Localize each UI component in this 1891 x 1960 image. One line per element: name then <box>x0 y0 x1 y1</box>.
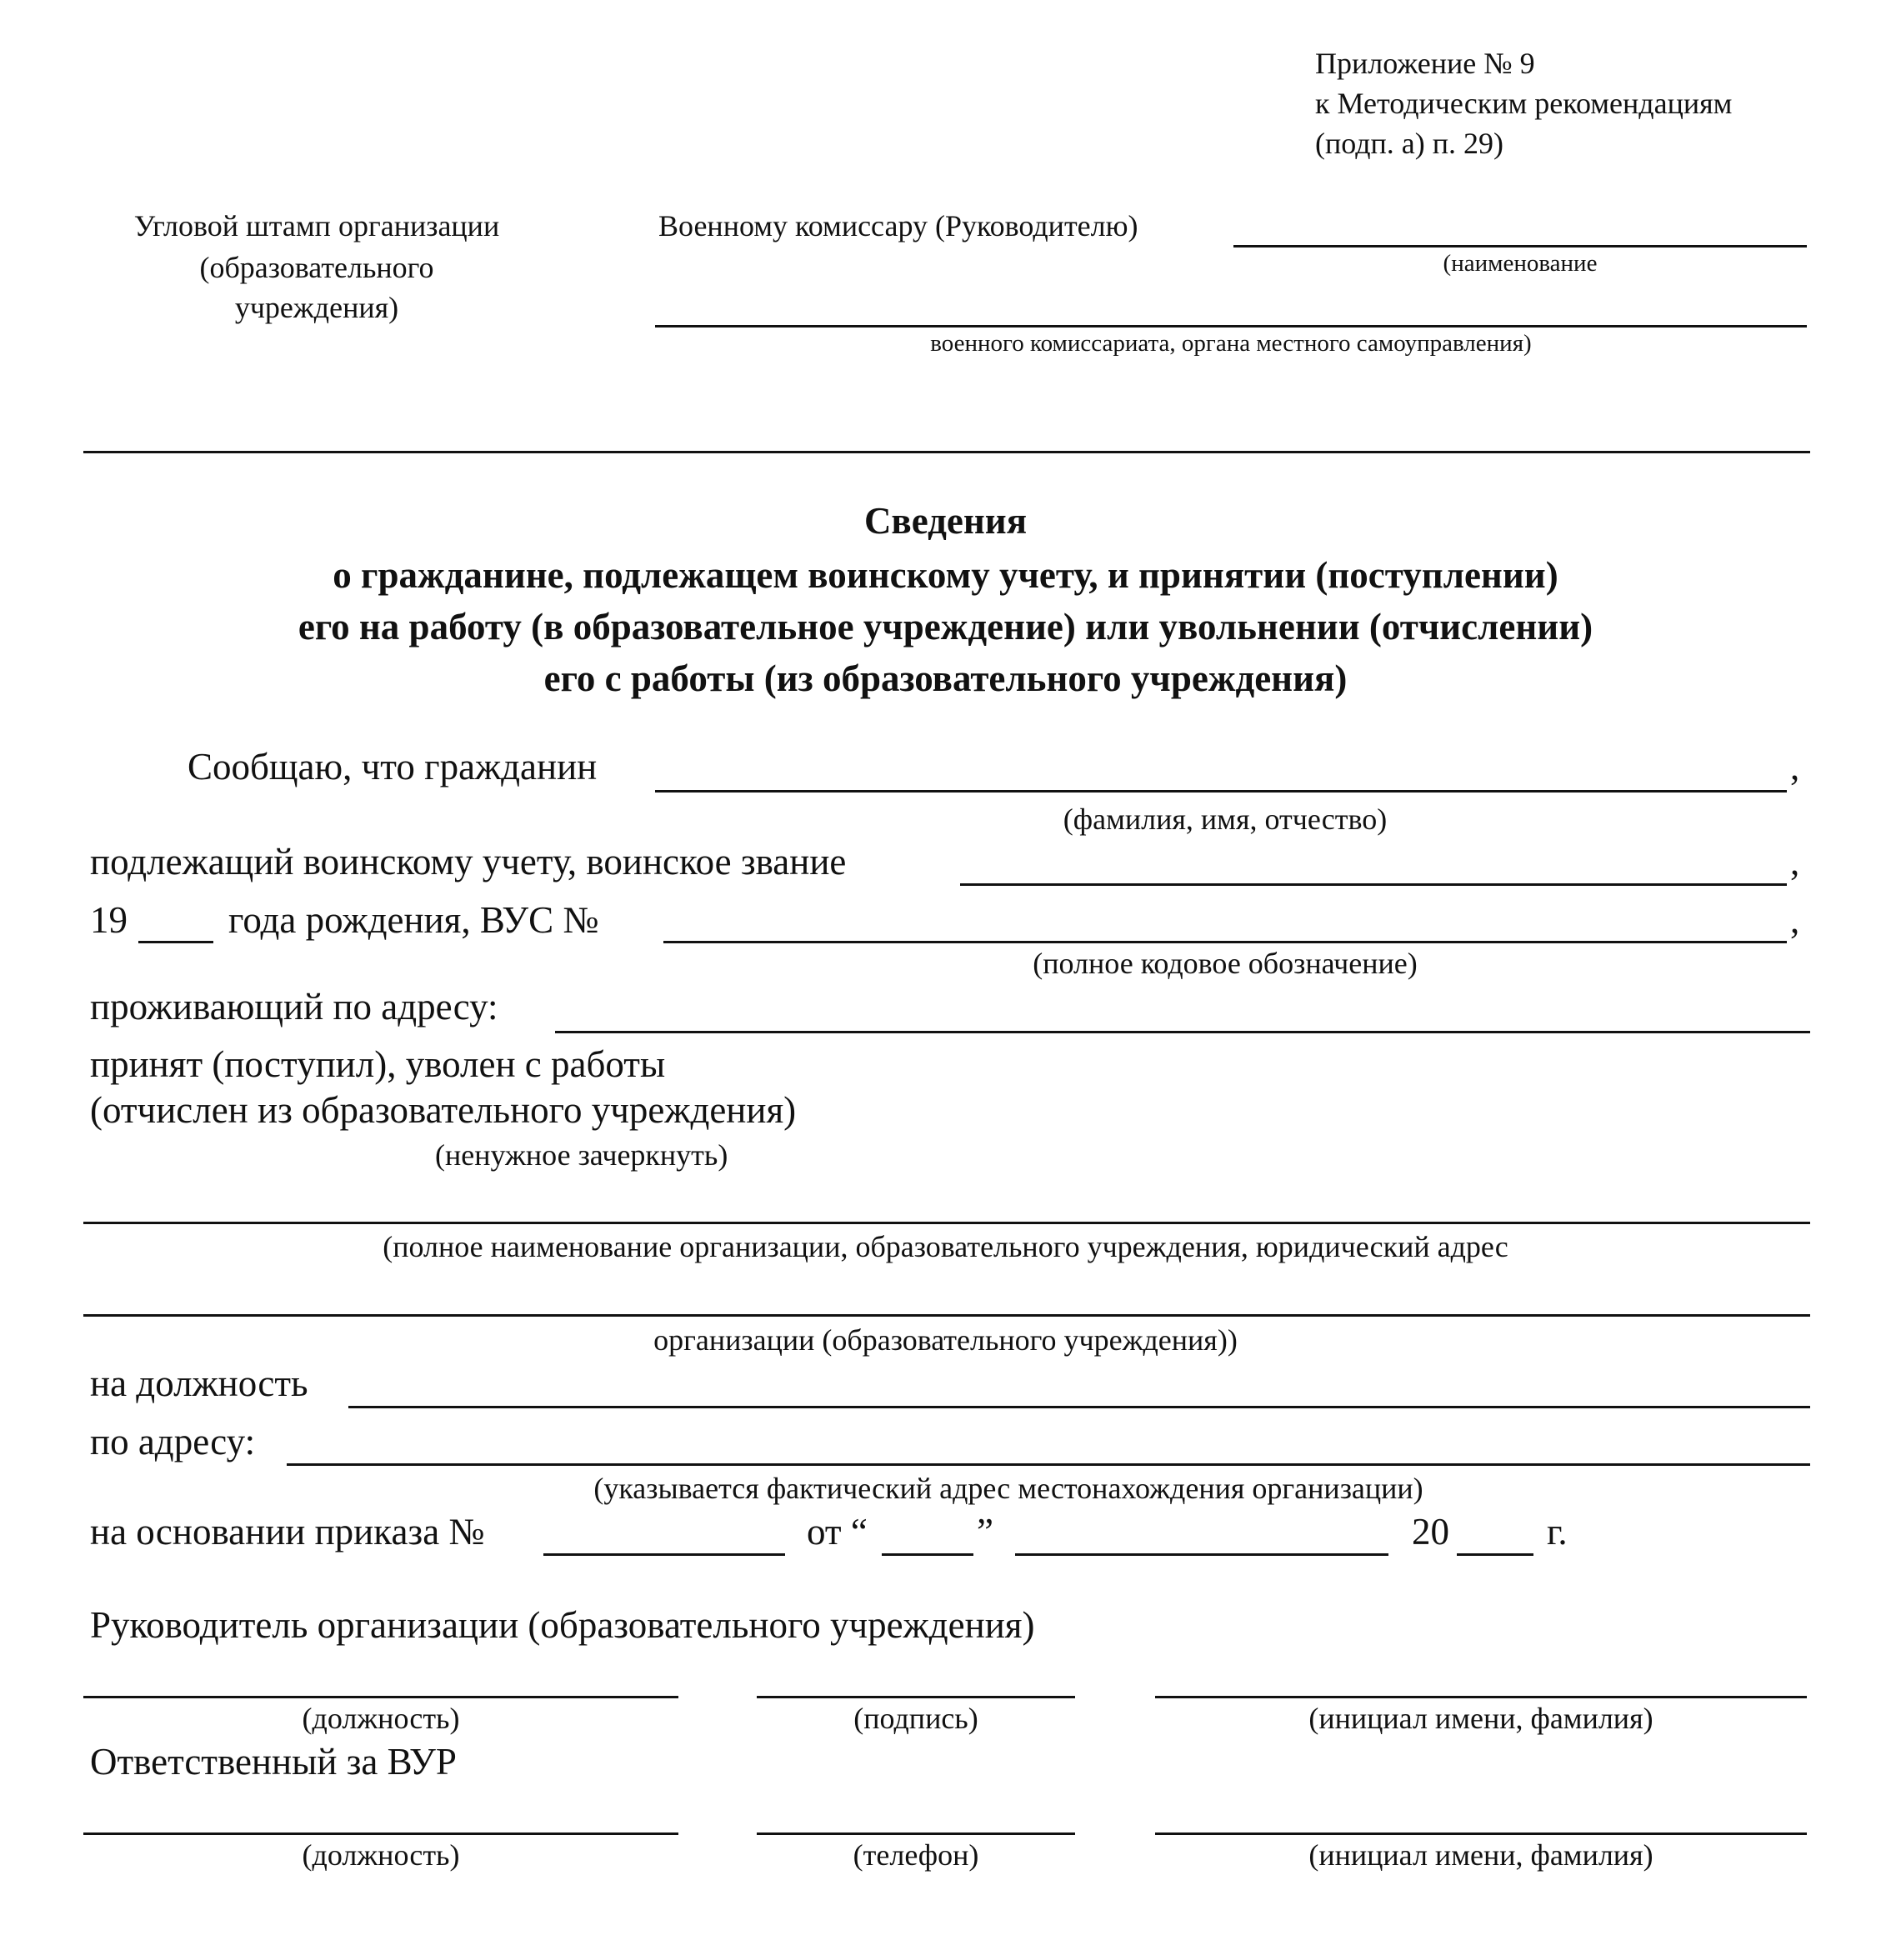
position-field[interactable] <box>348 1406 1810 1408</box>
addressee-name-field[interactable] <box>1233 245 1807 248</box>
org-hint-2: организации (образовательного учреждения)) <box>653 1323 1238 1357</box>
order-month-field[interactable] <box>1015 1553 1388 1556</box>
actual-address-hint: (указывается фактический адрес местонахождения организации) <box>593 1472 1423 1505</box>
order-day-field[interactable] <box>882 1553 973 1556</box>
hired-line-2: (отчислен из образовательного учреждения) <box>90 1089 797 1131</box>
comma-1: , <box>1790 746 1800 788</box>
year-prefix: 19 <box>90 899 128 941</box>
title-line-3: его на работу (в образовательное учреждение) или увольнении (отчислении) <box>298 606 1593 648</box>
rank-label: подлежащий воинскому учету, воинское звание <box>90 841 847 882</box>
at-address-label: по адресу: <box>90 1421 256 1462</box>
addressee-label: Военному комиссару (Руководителю) <box>658 209 1138 242</box>
name-hint-2: (инициал имени, фамилия) <box>1308 1838 1653 1872</box>
comma-2: , <box>1790 841 1800 882</box>
stamp-line-2: (образовательного <box>199 251 434 284</box>
head-label: Руководитель организации (образовательного учреждения) <box>90 1604 1035 1646</box>
order-year-field[interactable] <box>1457 1553 1533 1556</box>
stamp-line-1: Угловой штамп организации <box>133 209 500 242</box>
hired-line-1: принят (поступил), уволен с работы <box>90 1043 666 1085</box>
head-signature-field[interactable] <box>757 1696 1075 1698</box>
name-hint: (инициал имени, фамилия) <box>1308 1702 1653 1735</box>
stamp-line-3: учреждения) <box>234 291 399 324</box>
rank-field[interactable] <box>960 883 1787 886</box>
appendix-line-3: (подп. а) п. 29) <box>1315 127 1504 160</box>
from-label: от “ <box>807 1511 868 1552</box>
responsible-name-field[interactable] <box>1155 1832 1807 1835</box>
comma-3: , <box>1790 899 1800 941</box>
head-position-field[interactable] <box>83 1696 678 1698</box>
year-suffix: г. <box>1547 1511 1568 1552</box>
header-separator <box>83 451 1810 453</box>
order-label: на основании приказа № <box>90 1511 485 1552</box>
org-hint-1: (полное наименование организации, образовательного учреждения, юридический адрес <box>383 1230 1508 1263</box>
residence-address-field[interactable] <box>555 1031 1810 1033</box>
vus-hint: (полное кодовое обозначение) <box>1033 947 1418 980</box>
responsible-label: Ответственный за ВУР <box>90 1741 457 1782</box>
citizen-fio-field[interactable] <box>655 790 1787 792</box>
actual-address-field[interactable] <box>287 1463 1810 1466</box>
phone-hint: (телефон) <box>853 1838 979 1872</box>
org-name-field-2[interactable] <box>83 1314 1810 1317</box>
appendix-line-2: к Методическим рекомендациям <box>1315 87 1733 120</box>
responsible-phone-field[interactable] <box>757 1832 1075 1835</box>
title-line-1: Сведения <box>863 500 1028 542</box>
year-20: 20 <box>1412 1511 1449 1552</box>
birth-year-field[interactable] <box>138 941 213 943</box>
fio-hint: (фамилия, имя, отчество) <box>1063 802 1388 836</box>
strike-hint: (ненужное зачеркнуть) <box>435 1138 728 1172</box>
birth-label: года рождения, ВУС № <box>228 899 599 941</box>
responsible-position-field[interactable] <box>83 1832 678 1835</box>
quote-close: ” <box>977 1511 993 1552</box>
address-label: проживающий по адресу: <box>90 986 498 1028</box>
title-line-2: о гражданине, подлежащем воинскому учету, и принятии (поступлении) <box>333 554 1558 596</box>
title-line-4: его с работы (из образовательного учреждения) <box>543 658 1348 699</box>
position-hint: (должность) <box>302 1702 460 1735</box>
vus-field[interactable] <box>663 941 1787 943</box>
order-number-field[interactable] <box>543 1553 785 1556</box>
appendix-line-1: Приложение № 9 <box>1315 47 1535 80</box>
signature-hint: (подпись) <box>853 1702 978 1735</box>
addressee-name-field-2[interactable] <box>655 325 1807 328</box>
head-name-field[interactable] <box>1155 1696 1807 1698</box>
position-hint-2: (должность) <box>302 1838 460 1872</box>
addressee-hint-2: военного комиссариата, органа местного самоуправления) <box>930 330 1532 357</box>
report-label: Сообщаю, что гражданин <box>188 746 598 788</box>
position-label: на должность <box>90 1362 308 1404</box>
org-name-field[interactable] <box>83 1222 1810 1224</box>
addressee-hint-1: (наименование <box>1443 250 1598 277</box>
